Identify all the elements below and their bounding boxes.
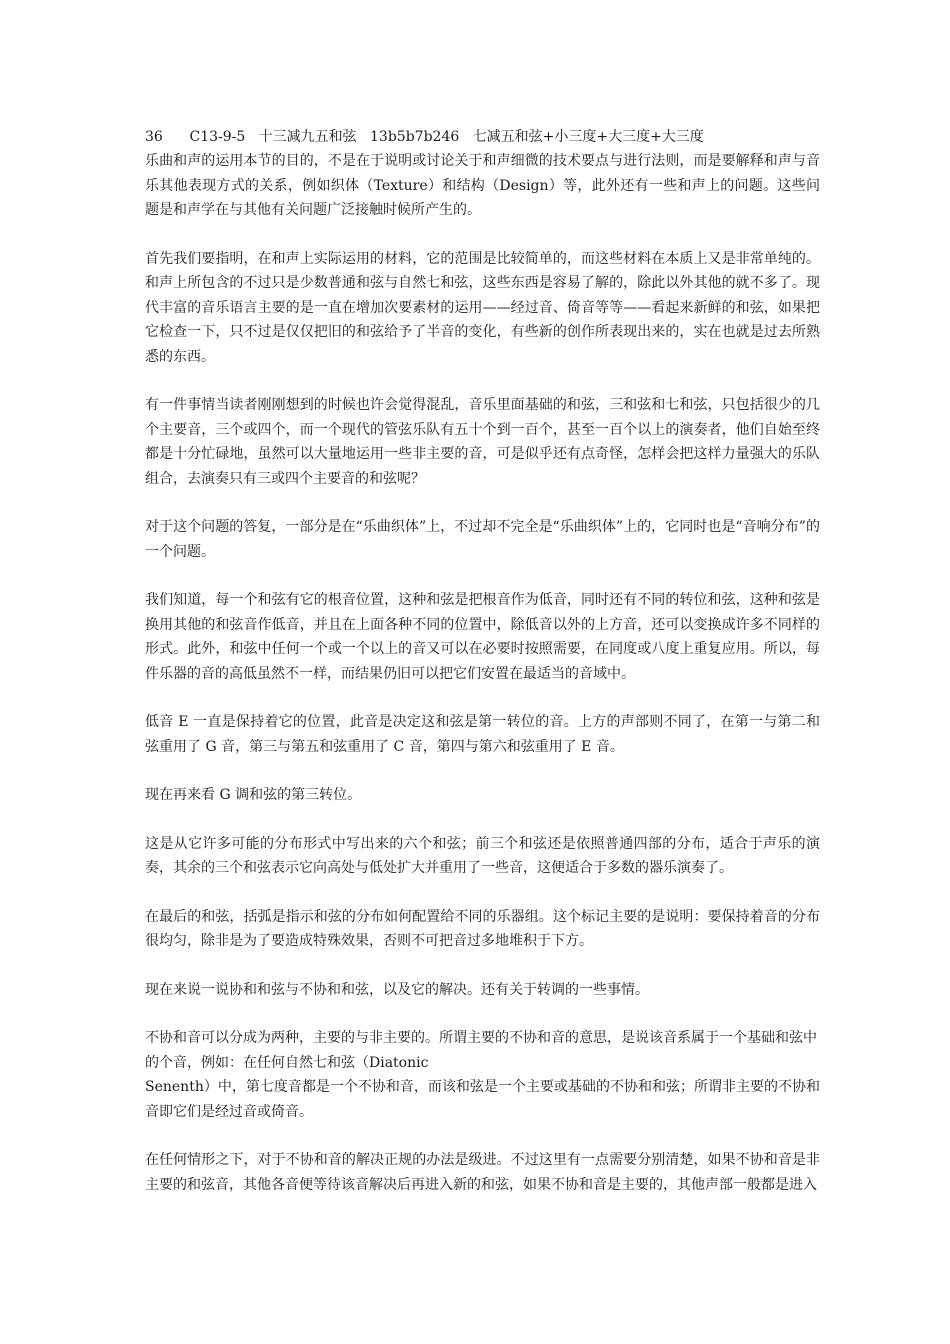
paragraph-9: 在最后的和弦，括弧是指示和弦的分布如何配置给不同的乐器组。这个标记主要的是说明：要保持着音的分布很均匀，除非是为了要造成特殊效果，否则不可把音过多地堆积于下方。 (145, 908, 820, 949)
paragraph-11: 不协和音可以分成为两种，主要的与非主要的。所谓主要的不协和音的意思，是说该音系属于一个基础和弦中的个音，例如：在任何自然七和弦（Diatonic (145, 1030, 817, 1071)
document-header: 36 C13-9-5 十三减九五和弦 13b5b7b246 七减五和弦+小三度+大三度+大三度 (145, 129, 704, 145)
paragraph-2: 首先我们要指明，在和声上实际运用的材料，它的范围是比较简单的，而这些材料在本质上又是非常单纯的。和声上所包含的不过只是少数普通和弦与自然七和弦，这些东西是容易了解的，除此以外其他的就不多了。现代丰富的音乐语言主要的是一直在增加次要素材的运用——经过音、倚音等等——看起来新鲜的和弦，如果把它检查一下，只不过是仅仅把旧的和弦给予了半音的变化，有些新的创作所表现出来的，实在也就是过去所熟悉的东西。 (145, 250, 820, 365)
paragraph-7: 现在再来看 G 调和弦的第三转位。 (145, 787, 362, 803)
paragraph-5: 我们知道，每一个和弦有它的根音位置，这种和弦是把根音作为低音，同时还有不同的转位和弦，这种和弦是换用其他的和弦音作低音，并且在上面各种不同的位置中，除低音以外的上方音，还可以变换成许多不同样的形式。此外，和弦中任何一个或一个以上的音又可以在必要时按照需要，在同度或八度上重复应用。所以，每件乐器的音的高低虽然不一样，而结果仍旧可以把它们安置在最适当的音域中。 (145, 592, 820, 682)
paragraph-13: 在任何情形之下，对于不协和音的解决正规的办法是级进。不过这里有一点需要分别清楚，如果不协和音是非主要的和弦音，其他各音便等待该音解决后再进入新的和弦，如果不协和音是主要的，其他声部一般都是进入 (145, 1152, 820, 1193)
paragraph-10: 现在来说一说协和和弦与不协和和弦，以及它的解决。还有关于转调的一些事情。 (145, 981, 649, 998)
paragraph-8: 这是从它许多可能的分布形式中写出来的六个和弦；前三个和弦还是依照普通四部的分布，适合于声乐的演奏，其余的三个和弦表示它向高处与低处扩大并重用了一些音，这便适合于多数的器乐演奏了。 (145, 835, 820, 876)
paragraph-4: 对于这个问题的答复，一部分是在“乐曲织体”上，不过却不完全是“乐曲织体”上的，它同时也是“音响分布”的一个问题。 (145, 519, 820, 560)
paragraph-3: 有一件事情当读者刚刚想到的时候也许会觉得混乱，音乐里面基础的和弦，三和弦和七和弦，只包括很少的几个主要音，三个或四个，而一个现代的管弦乐队有五十个到一百个，甚至一百个以上的演奏者，他们自始至终都是十分忙碌地，虽然可以大量地运用一些非主要的音，可是似乎还有点奇怪，怎样会把这样力量强大的乐队组合，去演奏只有三或四个主要音的和弦呢？ (145, 397, 820, 487)
document-page (145, 125, 820, 1221)
paragraph-12: Senenth）中，第七度音都是一个不协和音，而该和弦是一个主要或基础的不协和和弦；所谓非主要的不协和音即它们是经过音或倚音。 (145, 1079, 820, 1120)
paragraph-6: 低音 E 一直是保持着它的位置，此音是决定这和弦是第一转位的音。上方的声部则不同了，在第一与第二和弦重用了 G 音，第三与第五和弦重用了 C 音，第四与第六和弦重用了 E 音。 (145, 714, 820, 755)
paragraph-1: 乐曲和声的运用本节的目的，不是在于说明或讨论关于和声细微的技术要点与进行法则，而是要解释和声与音乐其他表现方式的关系，例如织体（Texture）和结构（Design）等，此外还有一些和声上的问题。这些问题是和声学在与其他有关问题广泛接触时候所产生的。 (145, 153, 820, 218)
